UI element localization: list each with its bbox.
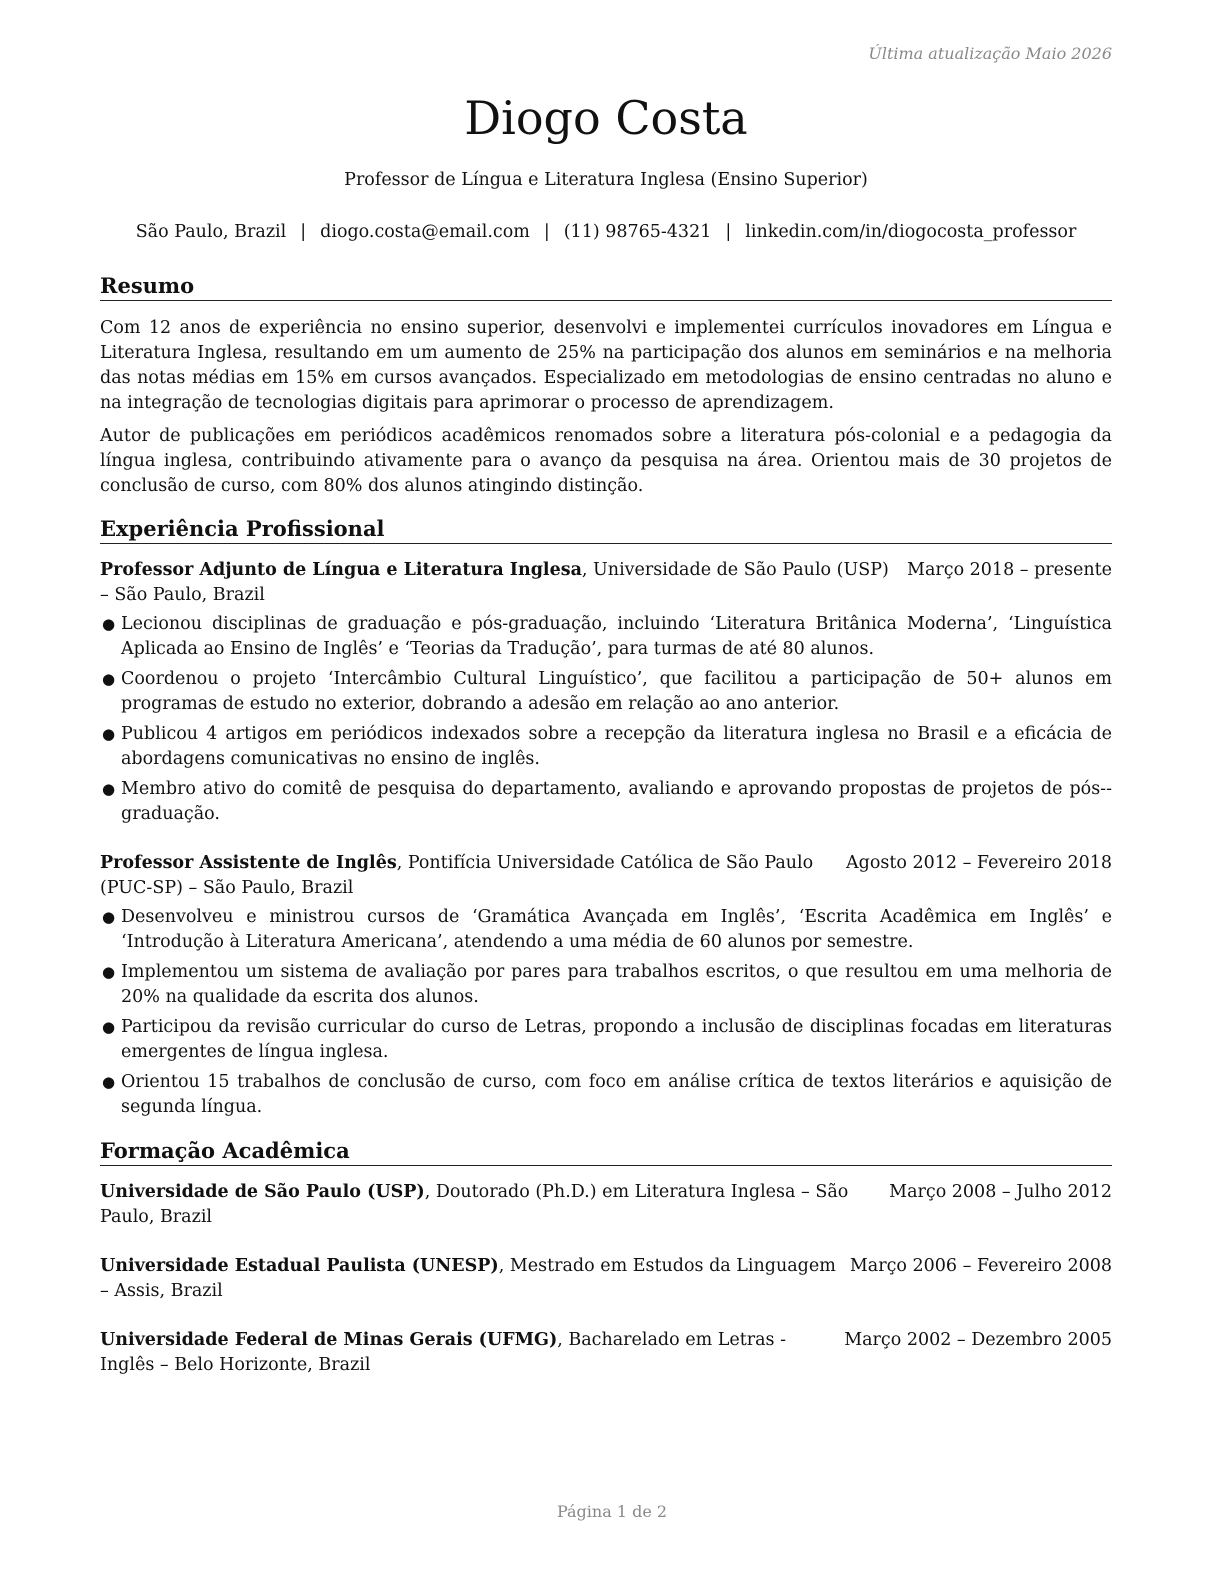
experience-heading: Experiência Profissional	[100, 515, 1112, 544]
education-line	[100, 1254, 836, 1304]
education-entry-1	[100, 1180, 1112, 1230]
education-line	[100, 1328, 830, 1378]
bullet-icon: ●	[102, 1018, 116, 1036]
education-heading: Formação Acadêmica	[100, 1137, 1112, 1166]
bullet-icon: ●	[102, 1073, 116, 1091]
bullet-icon: ●	[102, 725, 116, 743]
education-dates: Março 2002 – Dezembro 2005	[844, 1330, 1112, 1350]
education-header	[100, 1254, 1112, 1304]
page-number: Página 1 de 2	[556, 1502, 668, 1521]
bullet-icon: ●	[102, 963, 116, 981]
contact-email[interactable]: diogo.costa@email.com	[320, 222, 530, 242]
job-bullets	[100, 905, 1112, 1120]
summary-section	[100, 272, 1112, 499]
job-org: , Universidade de São Paulo (USP) – São Paulo, Brazil	[100, 560, 889, 605]
bullet-text: Coordenou o projeto ‘Intercâmbio Cultural Linguístico’, que facilitou a participação de 50+ alunos em programas de estudo no exterior, dobrando a adesão em relação ao ano anterior.	[121, 669, 1112, 714]
education-dates: Março 2006 – Fevereiro 2008	[849, 1256, 1112, 1276]
list-item	[100, 667, 1112, 717]
job-org: , Pontifícia Universidade Católica de São Paulo (PUC-SP) – São Paulo, Brazil	[100, 853, 814, 898]
education-school: Universidade Federal de Minas Gerais (UFMG)	[100, 1330, 558, 1350]
bullet-text: Participou da revisão curricular do curso de Letras, propondo a inclusão de disciplinas focadas em literaturas emergentes de língua inglesa.	[121, 1017, 1112, 1062]
education-detail: , Mestrado em Estudos da Linguagem – Assis, Brazil	[100, 1256, 836, 1301]
experience-section	[100, 515, 1112, 544]
summary-paragraph-2: Autor de publicações em periódicos acadêmicos renomados sobre a literatura pós-colonial e a pedagogia da língua inglesa, contribuindo ativamente para o avanço da pesquisa na área. Orientou mais de 30 projetos de conclusão de curso, com 80% dos alunos atingindo distinção.	[100, 426, 1112, 496]
bullet-text: Lecionou disciplinas de graduação e pós-graduação, incluindo ‘Literatura Britânica Moderna’, ‘Linguística Aplicada ao Ensino de Inglês’ e ‘Teorias da Tradução’, para turmas de até 80 alunos.	[121, 614, 1112, 659]
education-header	[100, 1180, 1112, 1230]
education-entry-2	[100, 1254, 1112, 1304]
contact-separator: |	[725, 222, 732, 242]
job-header	[100, 558, 1112, 608]
list-item	[100, 1015, 1112, 1065]
contact-separator: |	[300, 222, 307, 242]
last-updated: Última atualização Maio 2026	[868, 44, 1112, 63]
job-dates: Agosto 2012 – Fevereiro 2018	[845, 853, 1112, 873]
education-detail: , Bacharelado em Letras - Inglês – Belo Horizonte, Brazil	[100, 1330, 787, 1375]
education-section	[100, 1137, 1112, 1166]
job-dates: Março 2018 – presente	[907, 560, 1112, 580]
bullet-icon: ●	[102, 908, 116, 926]
contact-separator: |	[543, 222, 550, 242]
list-item	[100, 905, 1112, 955]
education-dates: Março 2008 – Julho 2012	[889, 1182, 1112, 1202]
contact-linkedin[interactable]: linkedin.com/in/diogocosta_professor	[745, 222, 1077, 242]
list-item	[100, 612, 1112, 662]
bullet-text: Publicou 4 artigos em periódicos indexados sobre a recepção da literatura inglesa no Brasil e a eficácia de abordagens comunicativas no ensino de inglês.	[121, 724, 1112, 769]
education-line	[100, 1180, 875, 1230]
bullet-icon: ●	[102, 615, 116, 633]
bullet-icon: ●	[102, 780, 116, 798]
job-title-line	[100, 558, 893, 608]
list-item	[100, 777, 1112, 827]
bullet-icon: ●	[102, 670, 116, 688]
bullet-text: Membro ativo do comitê de pesquisa do departamento, avaliando e aprovando propostas de projetos de pós--graduação.	[121, 779, 1112, 824]
bullet-text: Implementou um sistema de avaliação por pares para trabalhos escritos, o que resultou em uma melhoria de 20% na qualidade da escrita dos alunos.	[121, 962, 1112, 1007]
education-entry-3	[100, 1328, 1112, 1378]
job-title-line	[100, 851, 832, 901]
candidate-subtitle: Professor de Língua e Literatura Inglesa (Ensino Superior)	[344, 170, 868, 190]
contact-line	[100, 220, 1112, 244]
job-role: Professor Adjunto de Língua e Literatura Inglesa	[100, 560, 582, 580]
bullet-text: Desenvolveu e ministrou cursos de ‘Gramática Avançada em Inglês’, ‘Escrita Acadêmica em Inglês’ e ‘Introdução à Literatura Americana’, atendendo a uma média de 60 alunos por semestre.	[121, 907, 1112, 952]
job-entry-2	[100, 851, 1112, 1125]
list-item	[100, 960, 1112, 1010]
education-header	[100, 1328, 1112, 1378]
bullet-text: Orientou 15 trabalhos de conclusão de curso, com foco em análise crítica de textos literários e aquisição de segunda língua.	[121, 1072, 1112, 1117]
candidate-name: Diogo Costa	[464, 91, 748, 145]
education-school: Universidade Estadual Paulista (UNESP)	[100, 1256, 499, 1276]
contact-location: São Paulo, Brazil	[135, 222, 287, 242]
list-item	[100, 1070, 1112, 1120]
job-header	[100, 851, 1112, 901]
summary-heading: Resumo	[100, 272, 1112, 301]
contact-phone: (11) 98765-4321	[563, 222, 712, 242]
education-detail: , Doutorado (Ph.D.) em Literatura Inglesa – São Paulo, Brazil	[100, 1182, 849, 1227]
list-item	[100, 722, 1112, 772]
job-role: Professor Assistente de Inglês	[100, 853, 397, 873]
education-school: Universidade de São Paulo (USP)	[100, 1182, 425, 1202]
summary-paragraph-1: Com 12 anos de experiência no ensino superior, desenvolvi e implementei currículos inovadores em Língua e Literatura Inglesa, resultando em um aumento de 25% na participação dos alunos em seminários e na melhoria das notas médias em 15% em cursos avançados. Especializado em metodologias de ensino centradas no aluno e na integração de tecnologias digitais para aprimorar o processo de aprendizagem.	[100, 318, 1112, 413]
job-entry-1	[100, 558, 1112, 832]
job-bullets	[100, 612, 1112, 827]
